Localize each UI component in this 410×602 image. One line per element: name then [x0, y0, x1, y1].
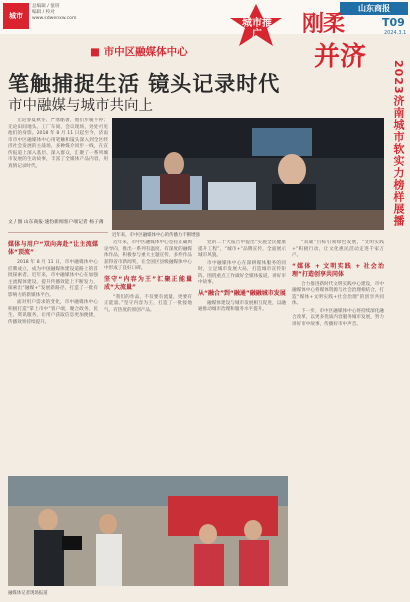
side-banner	[390, 60, 408, 400]
article-column-4	[292, 240, 384, 590]
photo-illustration	[8, 476, 288, 586]
article-column-2	[104, 240, 192, 472]
badge-label: 城市推广	[242, 18, 272, 40]
issue-date: 2024.3.1	[384, 30, 407, 36]
series-title-line-2: 并济	[314, 42, 367, 72]
side-banner-text: 2023济南城市软实力榜样展播	[392, 60, 405, 227]
paragraph: 下一步，市中区融媒体中心将持续深化融合改革，以更多优质内容服务城市发展，努力讲好市中故事、传播好市中声音。	[292, 308, 384, 327]
subsection-heading: 坚守“内容为王”汇聚正能量成“大流量”	[104, 275, 192, 291]
paragraph: 市中融媒体中心在深耕媒体服务的同时，立足城市发展大局，打造城市宣传矩阵，围绕重点工作做好全媒体报道，讲好市中故事。	[198, 260, 286, 285]
series-title	[300, 8, 380, 80]
paragraph: 2018 年 8 月 11 日，市中融媒体中心挂牌成立，成为中国融媒体建设道路上的首批探索者。近年来，市中融媒体中心在加强主流媒体建设、提升传播效能上不断发力，探索出“融媒+”发展新路径，打造了一批有影响力的新媒体平台。	[8, 260, 98, 298]
event-photo	[8, 476, 288, 586]
article-column-3	[198, 240, 286, 472]
paragraph: 近年来，市中区融媒体中心坚持正确舆论导向，推出一系列有温度、有深度的融媒体作品，积极参与重大主题宣传，多件作品获得省市新闻奖，在全国区县级融媒体中心中形成了良好口碑。	[104, 240, 192, 271]
subheadline: 市中融媒与城市共向上	[8, 98, 153, 114]
photo-illustration	[112, 118, 384, 230]
subsection-heading: 从“融合”到“融通”融融城市发展	[198, 289, 286, 297]
headline: 笔触捕捉生活 镜头记录时代	[8, 72, 281, 96]
masthead-meta	[32, 4, 76, 23]
paragraph: “我们的作品，不仅要有流量，更要有正能量。”坚守内容为王，打造了一批接地气、有热度的原创产品。	[104, 294, 192, 313]
series-title-line-1: 刚柔	[302, 11, 345, 37]
paragraph: 融媒体建设与城市发展相互促进，以融通推动城市治理和服务水平提升。	[198, 300, 286, 312]
newspaper-logo: 城市	[3, 3, 29, 29]
divider	[8, 232, 108, 233]
meta-line: www.sdwenxw.com	[32, 16, 77, 22]
photo-caption: 近年来，市中区融媒体中心的传播力不断增强	[112, 233, 200, 238]
paragraph: 党的二十大报告中提出“实施全民健康提升工程”，“城市+”品牌宣传，全面展示城市风貌。	[198, 240, 286, 258]
newspaper-name: 山东商报	[340, 2, 408, 15]
paragraph: 合力推进新时代文明实践中心建设，市中融媒体中心将媒体资源与社会治理相结合，打造“媒体+文明实践+社会治理”的创享共同体。	[292, 281, 384, 306]
intro-text: 无论春夏秋冬、严寒酷暑，他们步履不停；无论田间地头、工厂车间、会议现场，处处可见他们的身影。2018 年 8 月 11 日起至今，济南市市中区融媒体中心用笔触和镜头深入到全区经济社会发展的主战场，多种媒介同步一线，在宣传报道上深入基层、深入群众，汇聚了一系列城市发展的生动故事，丰富了全媒体产品内容，用真情记录时代。	[8, 118, 108, 169]
page-number: T09	[382, 16, 405, 29]
subsection-heading: 媒体与用户“双向奔赴”让主流媒体“顶流”	[8, 241, 98, 256]
section-tag: ■ 市中区融媒体中心	[90, 46, 188, 58]
meta-line: 总编辑 / 值班	[32, 4, 60, 9]
meta-line: 编辑 / 校对	[32, 10, 55, 16]
city-promotion-badge	[226, 4, 286, 48]
subsection-heading: “媒体 + 文明实践 + 社会治理”打造创享共同体	[292, 262, 384, 278]
bottom-photo-caption: 融媒体记者现场报道	[8, 591, 48, 596]
paragraph: 面对用户需求的变化，市中融媒体中心积极打造“掌上市中”客户端，聚合政务、民生、资讯服务，让用户获取信息更加便捷，传播效果持续提升。	[8, 300, 98, 325]
newsroom-photo	[112, 118, 384, 230]
paragraph: “双碳”目标引领绿色发展，“文明实践+”积极行动，让文化惠民活动走进千家万户。	[292, 240, 384, 258]
byline: 文 / 图 山东商报·速豹新闻客户端记者 杨子薄	[8, 220, 104, 225]
article-intro	[8, 118, 108, 216]
article-column-1	[8, 238, 98, 472]
